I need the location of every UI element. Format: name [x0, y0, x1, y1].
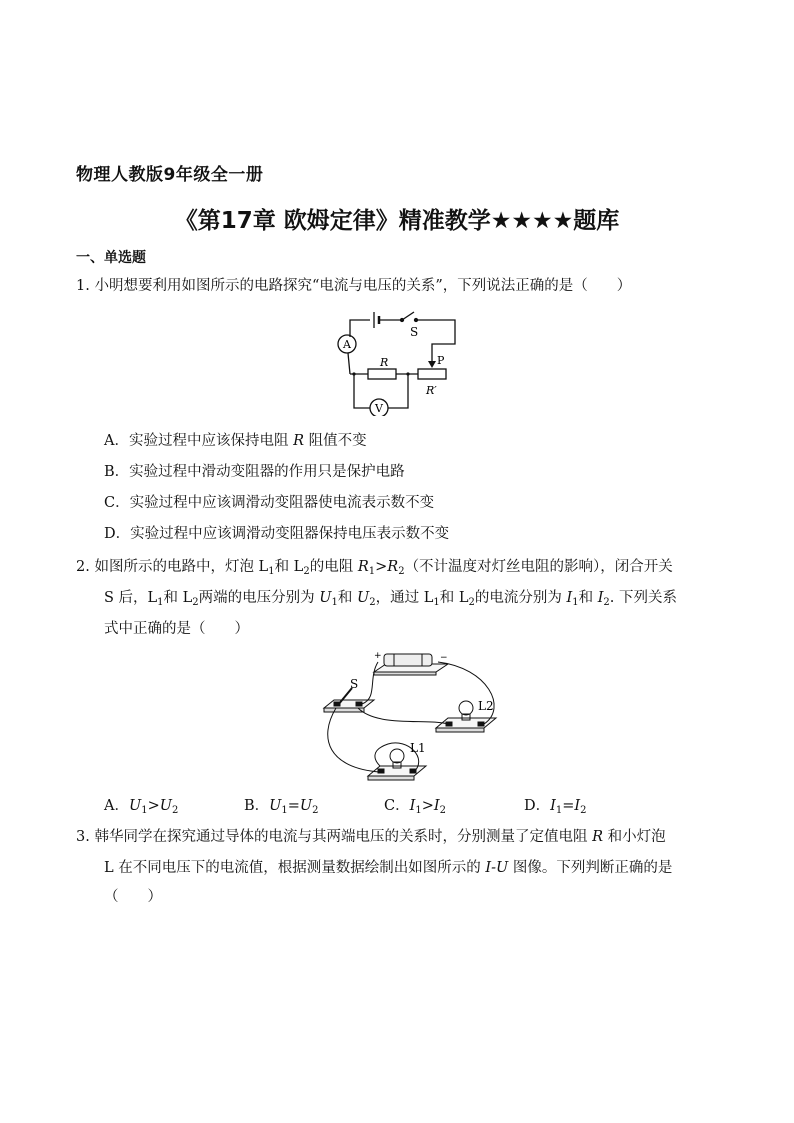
stem-text: . 下列关系 — [609, 590, 678, 606]
q1-circuit-diagram — [330, 306, 465, 416]
voltmeter-label: V — [375, 402, 383, 415]
stem-text: 图像。下列判断正确的是 — [508, 860, 673, 876]
stem-text: 和 — [578, 590, 598, 606]
option-text: 实验过程中应该调滑动变阻器使电流表示数不变 — [129, 495, 435, 511]
switch-label: S — [350, 677, 359, 691]
option-letter: D． — [524, 798, 551, 814]
stem-text: S 后，L — [104, 590, 158, 606]
lamp2-label: L2 — [478, 699, 494, 713]
stem-text: L 在不同电压下的电流值，根据测量数据绘制出如图所示的 — [104, 860, 486, 876]
option-letter: A． — [104, 798, 129, 814]
plus-label: + — [374, 651, 382, 661]
q1-number: 1. — [76, 278, 90, 294]
stem-text: 和 — [337, 590, 357, 606]
q3-stem-line2 — [104, 858, 672, 878]
stem-text: 和 L — [439, 590, 469, 606]
switch-label: S — [410, 325, 419, 339]
q2-option-a[interactable]: A．$U_1>U_2$ — [104, 798, 179, 816]
stem-text: 和 L — [163, 590, 193, 606]
q1-option-d[interactable] — [104, 524, 449, 544]
stem-text: 韩华同学在探究通过导体的电流与其两端电压的关系时，分别测量了定值电阻 — [94, 829, 593, 845]
q1-option-a[interactable] — [104, 431, 367, 451]
option-letter: D． — [104, 526, 131, 542]
stem-var: R — [592, 829, 603, 845]
ammeter-label: A — [343, 338, 351, 351]
stem-text: 和小灯泡 — [602, 829, 666, 845]
q3-stem-line1 — [76, 827, 666, 847]
rheostat-label: R′ — [426, 384, 437, 397]
minus-label: − — [440, 653, 448, 663]
section-heading: 一、单选题 — [76, 250, 146, 266]
page-title: 《第17章 欧姆定律》精准教学★★★★题库 — [174, 208, 620, 234]
q1-stem-text: 小明想要利用如图所示的电路探究“电流与电压的关系”，下列说法正确的是（ ） — [94, 278, 632, 294]
q2-stem-line3: 式中正确的是（ ） — [104, 621, 249, 637]
q2-number: 2. — [76, 559, 90, 575]
option-letter: C． — [384, 798, 410, 814]
stem-text: （不计温度对灯丝电阻的影响），闭合开关 — [404, 559, 673, 575]
q2-option-b[interactable]: B．$U_1=U_2$ — [244, 798, 319, 816]
stem-text: 如图所示的电路中，灯泡 L — [94, 559, 269, 575]
q1-stem — [76, 276, 631, 296]
option-text: 实验过程中应该调滑动变阻器保持电压表示数不变 — [130, 526, 450, 542]
q2-circuit-picture — [318, 648, 504, 786]
q1-option-c[interactable] — [104, 493, 434, 513]
stem-text: 的电阻 — [309, 559, 358, 575]
stem-text: ，通过 L — [375, 590, 434, 606]
q1-option-b[interactable] — [104, 462, 405, 482]
option-letter: B． — [244, 798, 270, 814]
slider-label: P — [437, 354, 445, 367]
option-var: R — [293, 433, 305, 449]
stem-text: 的电流分别为 — [474, 590, 567, 606]
course-header: 物理人教版9年级全一册 — [76, 165, 264, 185]
q2-option-d[interactable]: D．$I_1=I_2$ — [524, 798, 587, 816]
resistor-label: R — [380, 356, 389, 369]
option-text: 实验过程中滑动变阻器的作用只是保护电路 — [129, 464, 405, 480]
option-text: 实验过程中应该保持电阻 — [128, 433, 294, 449]
q3-number: 3. — [76, 829, 90, 845]
option-letter: C． — [104, 495, 130, 511]
stem-text: 和 L — [274, 559, 304, 575]
option-letter: B． — [104, 464, 130, 480]
q3-stem-line3: （ ） — [104, 889, 162, 905]
option-text: 阻值不变 — [304, 433, 367, 449]
q2-option-c[interactable]: C．$I_1>I_2$ — [384, 798, 446, 816]
lamp1-label: L1 — [410, 741, 426, 755]
q2-stem-line1: 2. 如图所示的电路中，灯泡 $L_1$和 $L_2$的电阻 $R_1>R_2$（不计温度对灯丝电阻的影响），闭合开关 — [76, 559, 673, 577]
stem-text: 两端的电压分别为 — [198, 590, 320, 606]
option-letter: A． — [104, 433, 129, 449]
q2-stem-line2: S 后，$L_1$和 $L_2$两端的电压分别为 $U_1$和 $U_2$，通过 $L_1$和 $L_2$的电流分别为 $I_1$和 $I_2$. 下列关系 — [104, 590, 678, 608]
stem-var: I-U — [485, 860, 509, 876]
